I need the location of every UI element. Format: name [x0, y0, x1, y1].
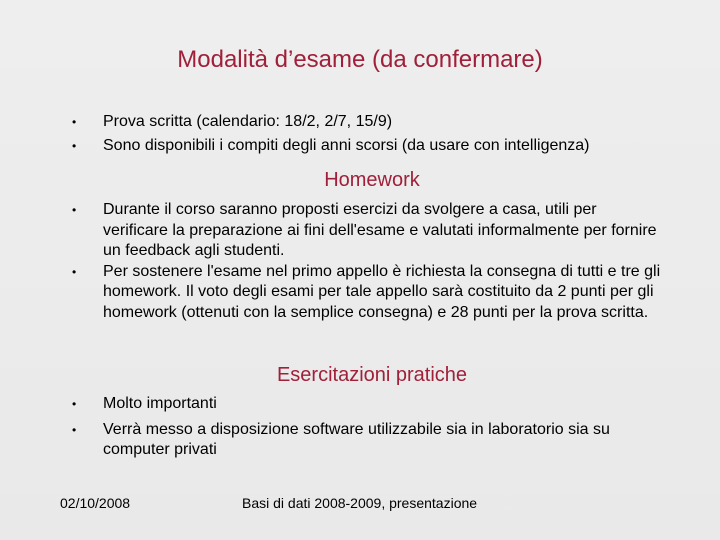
list-item: [0, 112, 663, 133]
bullet-icon: •: [72, 138, 77, 153]
homework-item-text: Durante il corso saranno proposti esercizi da svolgere a casa, utili per verificare la preparazione ai fini dell'esame e valutati informalmente per fornire un feedback agli studenti.: [103, 201, 657, 259]
homework-item-text: Per sostenere l'esame nel primo appello è richiesta la consegna di tutti e tre gli homework. Il voto degli esami per tale appello sarà costituito da 2 punti per gli homework (ottenuti con la semplice consegna) e 28 punti per la prova scritta.: [103, 262, 661, 321]
exam-item-text: Prova scritta (calendario: 18/2, 2/7, 15/9): [103, 113, 393, 130]
bullet-icon: •: [72, 203, 77, 217]
practice-item-text: Verrà messo a disposizione software utilizzabile sia in laboratorio sia su computer privati: [103, 420, 610, 458]
footer-course: Basi di dati 2008-2009, presentazione: [242, 495, 478, 511]
exam-item-text: Sono disponibili i compiti degli anni scorsi (da usare con intelligenza): [103, 136, 590, 154]
list-item: [0, 420, 663, 461]
bullet-icon: •: [72, 264, 77, 279]
practice-list: [0, 394, 663, 461]
slide-title: Modalità d’esame (da confermare): [177, 46, 543, 73]
practice-heading: Esercitazioni pratiche: [276, 364, 468, 386]
list-item: [0, 394, 663, 415]
bullet-icon: •: [72, 422, 77, 437]
homework-list: [0, 200, 663, 323]
bullet-icon: •: [72, 397, 77, 411]
list-item: [0, 136, 663, 157]
list-item: [0, 262, 663, 324]
practice-item-text: Molto importanti: [103, 395, 217, 412]
footer-date: 02/10/2008: [60, 495, 131, 511]
list-item: [0, 200, 663, 262]
homework-heading: Homework: [324, 169, 420, 191]
bullet-icon: •: [72, 115, 77, 129]
exam-list: [0, 112, 663, 156]
